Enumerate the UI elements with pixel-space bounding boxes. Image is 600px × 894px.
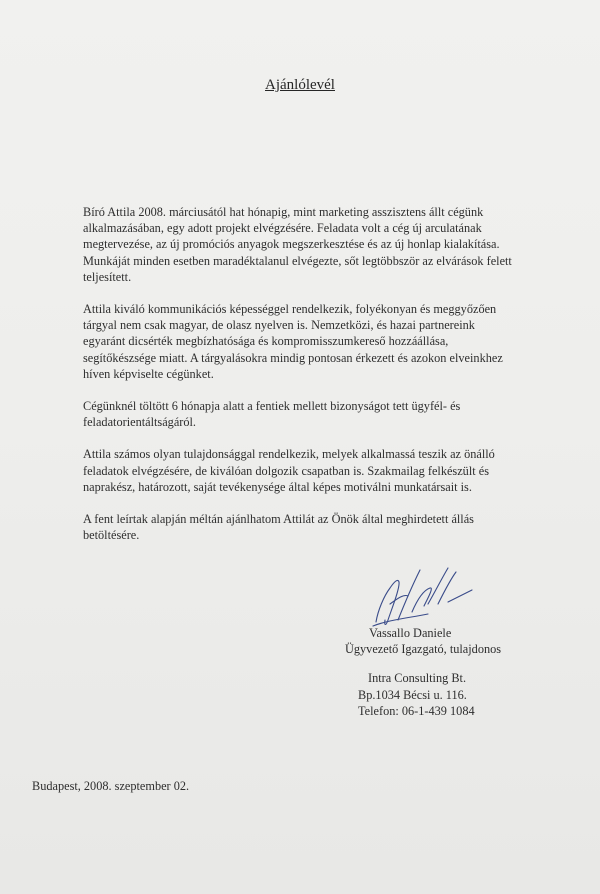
- paragraph-5: A fent leírtak alapján méltán ajánlhatom Attilát az Önök által meghirdetett állás betöltésére.: [83, 512, 474, 543]
- signer-block: [345, 625, 501, 657]
- place-date: Budapest, 2008. szeptember 02.: [32, 779, 190, 793]
- paragraph-4: Attila számos olyan tulajdonsággal rendelkezik, melyek alkalmassá teszik az önálló feladatok elvégzésére, de kiválóan dolgozik csapatban is. Szakmailag felkészült és naprakész, határozott, saját tevékenysége által képes motiválni munkatársait is.: [83, 447, 495, 494]
- company-address: Bp.1034 Bécsi u. 116.: [358, 687, 467, 702]
- signer-name: Vassallo Daniele: [369, 626, 452, 640]
- letter-body: [83, 204, 543, 559]
- company-block: [358, 670, 475, 720]
- company-name: Intra Consulting Bt.: [368, 671, 467, 685]
- signer-role: Ügyvezető Igazgató, tulajdonos: [345, 642, 502, 656]
- handwritten-signature: [368, 560, 488, 630]
- paragraph-3: Cégünknél töltött 6 hónapja alatt a fentiek mellett bizonyságot tett ügyfél- és feladatorientáltságáról.: [83, 399, 461, 430]
- paragraph-1: Bíró Attila 2008. márciusától hat hónapig, mint marketing asszisztens állt cégünk alkalmazásában, egy adott projekt elvégzésére. Feladata volt a cég új arculatának megtervezése, az új promóciós anyagok megszerkesztése és az új honlap kialakítása. Munkáját minden esetben maradéktalanul elvégezte, sőt legtöbbször az elvárások felett teljesített.: [83, 205, 512, 284]
- letter-title: Ajánlólevél: [265, 77, 335, 93]
- paragraph-2: Attila kiváló kommunikációs képességgel rendelkezik, folyékonyan és meggyőzően tárgyal nem csak magyar, de olasz nyelven is. Nemzetközi, és hazai partnereink egyaránt dicsérték megbízhatósága és kompromisszumkereső hozzáállása, segítőkészsége miatt. A tárgyalásokra mindig pontosan érkezett és azokon elveinkhez híven képviselte cégünket.: [83, 302, 503, 381]
- company-phone: Telefon: 06-1-439 1084: [358, 704, 475, 718]
